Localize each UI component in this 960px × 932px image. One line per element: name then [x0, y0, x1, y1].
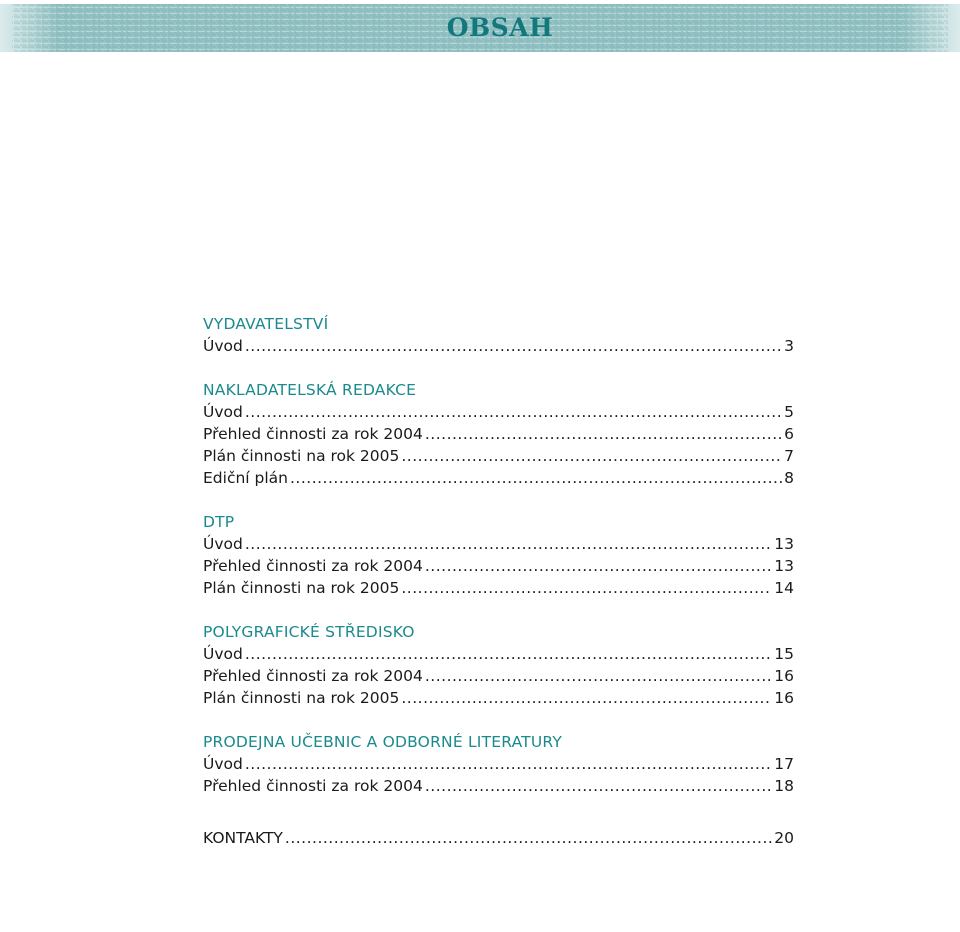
toc-entry-page: 14 [774, 579, 794, 597]
toc-entry-page: 15 [774, 645, 794, 663]
dot-leader [245, 335, 782, 357]
toc-entry[interactable] [203, 335, 794, 357]
toc-entry[interactable] [203, 533, 794, 555]
toc-entry-label: Přehled činnosti za rok 2004 [203, 425, 423, 443]
toc-entry-page: 5 [784, 403, 794, 421]
dot-leader [401, 687, 772, 709]
dot-leader [401, 445, 782, 467]
toc-entry-page: 6 [784, 425, 794, 443]
toc-entry-label: Plán činnosti na rok 2005 [203, 447, 400, 465]
toc-entry-label: Přehled činnosti za rok 2004 [203, 667, 423, 685]
toc-entry-label: Úvod [203, 535, 243, 553]
header-banner [0, 4, 960, 52]
toc-entry-page: 16 [774, 667, 794, 685]
toc-entry-page: 18 [774, 777, 794, 795]
toc-entry-label: Přehled činnosti za rok 2004 [203, 777, 423, 795]
toc-entry[interactable] [203, 401, 794, 423]
toc-entry-label: Úvod [203, 645, 243, 663]
toc-entry[interactable] [203, 753, 794, 775]
toc-entry-label: Úvod [203, 755, 243, 773]
toc-section [203, 731, 794, 797]
toc-entry[interactable] [203, 467, 794, 489]
toc-entry-page: 16 [774, 689, 794, 707]
dot-leader [425, 423, 782, 445]
dot-leader [290, 467, 782, 489]
toc-entry[interactable] [203, 555, 794, 577]
toc-entry-label: Plán činnosti na rok 2005 [203, 689, 400, 707]
toc-entry-contacts[interactable] [203, 827, 794, 849]
toc-entry[interactable] [203, 423, 794, 445]
toc-section [203, 313, 794, 357]
dot-leader [245, 643, 772, 665]
toc-section [203, 621, 794, 709]
toc-entry-page: 20 [774, 829, 794, 847]
table-of-contents [203, 313, 794, 849]
toc-sections [203, 313, 794, 797]
toc-entry-label: KONTAKTY [203, 829, 283, 847]
toc-entry-page: 13 [774, 557, 794, 575]
toc-entry-page: 13 [774, 535, 794, 553]
dot-leader [245, 753, 772, 775]
toc-entry[interactable] [203, 665, 794, 687]
page-title: OBSAH [446, 13, 554, 42]
toc-entry-page: 17 [774, 755, 794, 773]
section-heading: NAKLADATELSKÁ REDAKCE [203, 381, 417, 399]
toc-section [203, 511, 794, 599]
toc-entry-label: Plán činnosti na rok 2005 [203, 579, 400, 597]
toc-entry[interactable] [203, 687, 794, 709]
toc-entry[interactable] [203, 577, 794, 599]
dot-leader [425, 665, 772, 687]
toc-entry-page: 8 [784, 469, 794, 487]
contacts-section [203, 827, 794, 849]
dot-leader [285, 827, 772, 849]
toc-entry[interactable] [203, 643, 794, 665]
toc-entry-label: Ediční plán [203, 469, 288, 487]
toc-entry-label: Úvod [203, 403, 243, 421]
toc-entry-page: 3 [784, 337, 794, 355]
dot-leader [245, 401, 782, 423]
toc-section [203, 379, 794, 489]
dot-leader [425, 555, 772, 577]
toc-entry[interactable] [203, 445, 794, 467]
section-heading: PRODEJNA UČEBNIC A ODBORNÉ LITERATURY [203, 733, 563, 751]
section-heading: POLYGRAFICKÉ STŘEDISKO [203, 623, 415, 641]
dot-leader [245, 533, 772, 555]
section-heading: DTP [203, 513, 235, 531]
dot-leader [401, 577, 772, 599]
toc-entry[interactable] [203, 775, 794, 797]
toc-entry-label: Přehled činnosti za rok 2004 [203, 557, 423, 575]
toc-entry-label: Úvod [203, 337, 243, 355]
toc-entry-page: 7 [784, 447, 794, 465]
section-heading: VYDAVATELSTVÍ [203, 315, 329, 333]
dot-leader [425, 775, 772, 797]
